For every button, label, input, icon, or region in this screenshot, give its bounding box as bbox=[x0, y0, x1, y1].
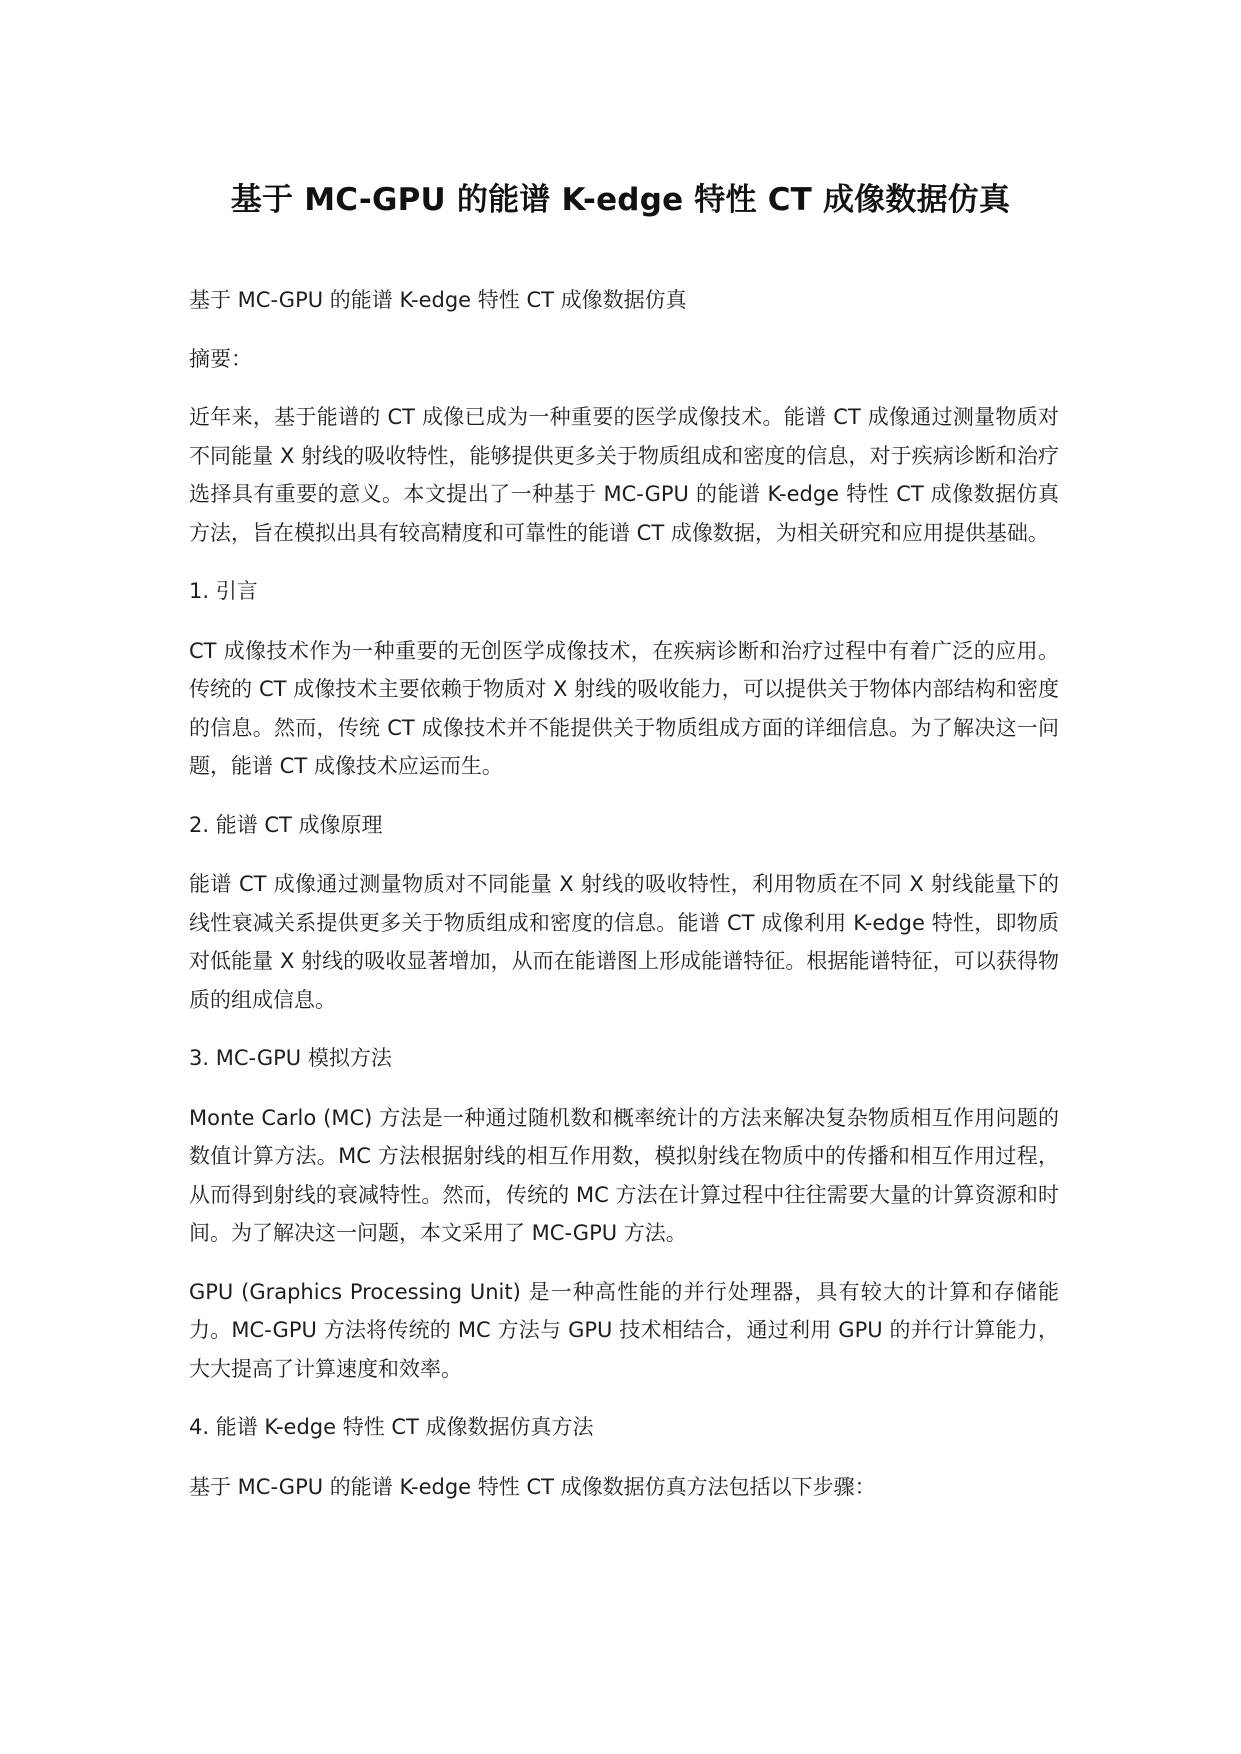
simulation-steps-intro: 基于 MC-GPU 的能谱 K-edge 特性 CT 成像数据仿真方法包括以下步骤： bbox=[189, 1474, 876, 1499]
principle-paragraph: 能谱 CT 成像通过测量物质对不同能量 X 射线的吸收特性，利用物质在不同 X 射线能量下的线性衰减关系提供更多关于物质组成和密度的信息。能谱 CT 成像利用 K-edge 特性，即物质对低能量 X 射线的吸收显著增加，从而在能谱图上形成能谱特征。根据能谱特征，可以获得物质的组成信息。 bbox=[189, 872, 1059, 1012]
section-heading-mc-gpu: 3. MC-GPU 模拟方法 bbox=[189, 1046, 392, 1070]
document-title: 基于 MC-GPU 的能谱 K-edge 特性 CT 成像数据仿真 bbox=[230, 182, 1011, 218]
mc-method-paragraph: Monte Carlo (MC) 方法是一种通过随机数和概率统计的方法来解决复杂物质相互作用问题的数值计算方法。MC 方法根据射线的相互作用数，模拟射线在物质中的传播和相互作用过程，从而得到射线的衰减特性。然而，传统的 MC 方法在计算过程中往往需要大量的计算资源和时间。为了解决这一问题，本文采用了 MC-GPU 方法。 bbox=[189, 1105, 1059, 1245]
abstract-paragraph: 近年来，基于能谱的 CT 成像已成为一种重要的医学成像技术。能谱 CT 成像通过测量物质对不同能量 X 射线的吸收特性，能够提供更多关于物质组成和密度的信息，对于疾病诊断和治疗选择具有重要的意义。本文提出了一种基于 MC-GPU 的能谱 K-edge 特性 CT 成像数据仿真方法，旨在模拟出具有较高精度和可靠性的能谱 CT 成像数据，为相关研究和应用提供基础。 bbox=[189, 405, 1059, 545]
document-subtitle: 基于 MC-GPU 的能谱 K-edge 特性 CT 成像数据仿真 bbox=[189, 288, 687, 312]
document-body bbox=[189, 281, 1059, 1526]
section-heading-principle: 2. 能谱 CT 成像原理 bbox=[189, 812, 383, 837]
section-heading-simulation-method: 4. 能谱 K-edge 特性 CT 成像数据仿真方法 bbox=[189, 1415, 594, 1439]
section-heading-introduction: 1. 引言 bbox=[189, 579, 258, 603]
gpu-paragraph: GPU (Graphics Processing Unit) 是一种高性能的并行处理器，具有较大的计算和存储能力。MC-GPU 方法将传统的 MC 方法与 GPU 技术相结合，通过利用 GPU 的并行计算能力，大大提高了计算速度和效率。 bbox=[189, 1279, 1059, 1381]
abstract-label: 摘要： bbox=[189, 346, 252, 371]
introduction-paragraph: CT 成像技术作为一种重要的无创医学成像技术，在疾病诊断和治疗过程中有着广泛的应用。传统的 CT 成像技术主要依赖于物质对 X 射线的吸收能力，可以提供关于物体内部结构和密度的信息。然而，传统 CT 成像技术并不能提供关于物质组成方面的详细信息。为了解决这一问题，能谱 CT 成像技术应运而生。 bbox=[189, 638, 1059, 778]
